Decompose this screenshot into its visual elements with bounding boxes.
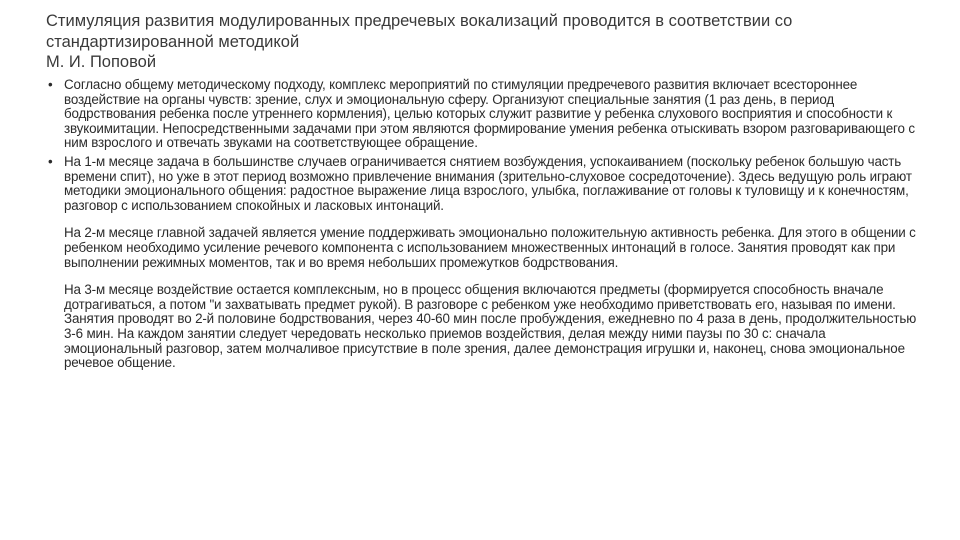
- paragraph: На 2-м месяце главной задачей является умение поддерживать эмоционально положительную активность ребенка. Для этого в общении с ребенком необходимо усиление речевого компонента с использованием множественных интонаций в голосе. Занятия проводят как при выполнении режимных моментов, так и во время небольших промежутков бодрствования.: [64, 225, 916, 270]
- title-line-2: стандартизированной методикой: [46, 32, 300, 51]
- paragraph: На 3-м месяце воздействие остается комплексным, но в процесс общения включаются предметы (формируется способность вначале дотрагиваться, а потом "и захватывать предмет рукой). В разговоре с ребенком уже необходимо приветствовать его, называя по имени. Занятия проводят во 2-й половине бодрствования, через 40-60 мин после пробуждения, ежедневно по 4 раза в день, продолжительностью 3-6 мин. На каждом занятии следует чередовать несколько приемов воздействия, делая между ними паузы по 30 с: сначала эмоциональный разговор, затем молчаливое присутствие в поле зрения, далее демонстрация игрушки и, наконец, снова эмоциональное речевое общение.: [64, 282, 917, 371]
- bullet-text: На 1-м месяце задача в большинстве случаев ограничивается снятием возбуждения, успокаиванием (поскольку ребенок большую часть времени спит), но уже в этот период возможно привлечение внимания (зрительно-слуховое сосредоточение). Здесь ведущую роль играют методики эмоционального общения: радостное выражение лица взрослого, улыбка, поглаживание от головы к туловищу и к конечностям, разговор с использованием спокойных и ласковых интонаций.: [64, 153, 912, 213]
- bullet-marker: •: [48, 77, 53, 92]
- bullet-item: [46, 78, 926, 151]
- slide-title: [46, 11, 906, 73]
- bullet-text: Согласно общему методическому подходу, комплекс мероприятий по стимуляции предречевого развития включает всестороннее воздействие на органы чувств: зрение, слух и эмоциональную сферу. Организуют специальные занятия (1 раз день, в период бодрствования ребенка после утреннего кормления), целью которых служит развитие у ребенка слухового восприятия и способности к звукоимитации. Непосредственными задачами при этом являются формирование умения ребенка отыскивать взором разговаривающего с ним взрослого и отвечать звуками на соответствующее обращение.: [64, 77, 915, 151]
- bullet-marker: •: [48, 153, 53, 169]
- bullet-item: [46, 155, 926, 213]
- slide-body: [46, 78, 926, 371]
- title-line-1: Стимуляция развития модулированных предречевых вокализаций проводится в соответствии со: [46, 12, 793, 30]
- title-line-3: М. И. Поповой: [46, 53, 157, 71]
